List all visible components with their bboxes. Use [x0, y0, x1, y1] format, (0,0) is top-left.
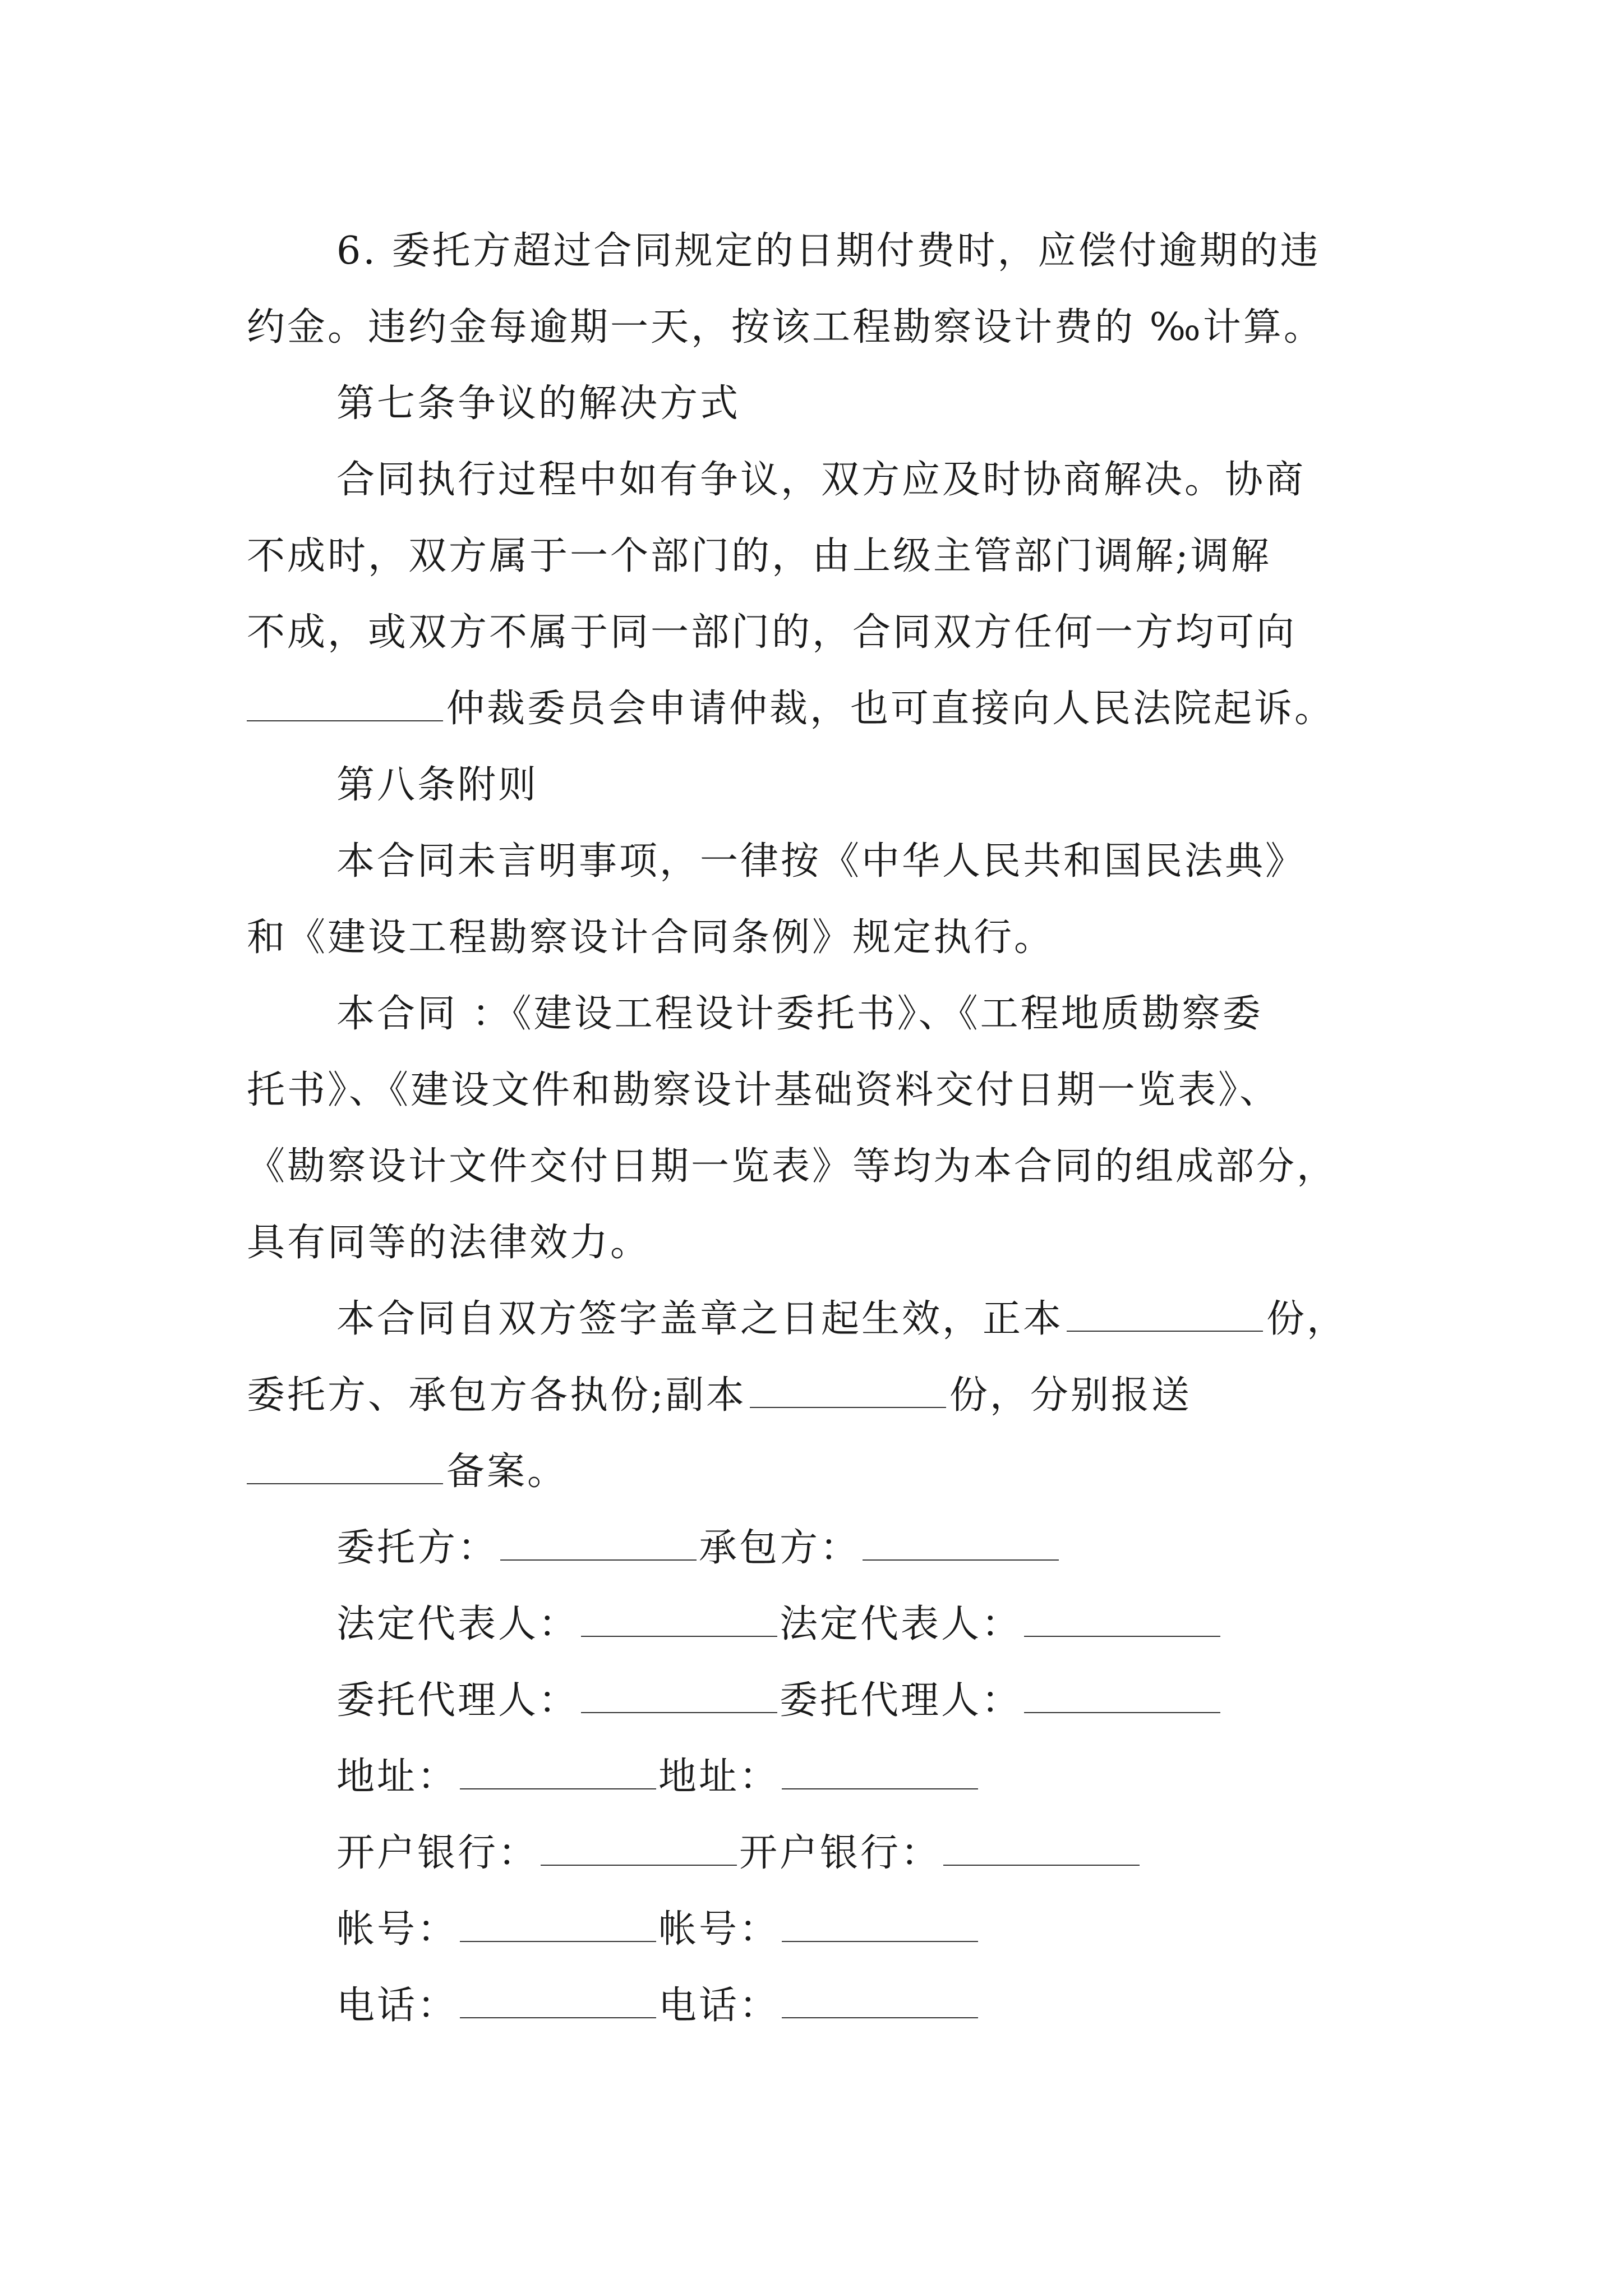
signature-row [247, 1663, 1380, 1739]
article-8-p3-line-1-text: 本合同自双方签字盖章之日起生效，正本 [336, 1297, 1064, 1341]
signature-row [247, 1815, 1380, 1892]
article-8-p3-line-2-text: 委托方、承包方各执份;副本 [247, 1373, 746, 1418]
article-7-line-4-text: 仲裁委员会申请仲裁，也可直接向人民法院起诉。 [446, 687, 1335, 731]
signature-label-left: 委托方： [336, 1526, 499, 1570]
article-7-line-3: 不成，或双方不属于同一部门的，合同双方任何一方均可向 [247, 610, 1297, 655]
signature-blank-right [863, 1521, 1059, 1561]
signature-label-left: 帐号： [336, 1907, 458, 1952]
signature-row [247, 1586, 1380, 1663]
article-8-p3-line-3 [247, 1434, 1380, 1510]
signature-blank-left [500, 1521, 697, 1561]
para-6-line-1: 6. 委托方超过合同规定的日期付费时，应偿付逾期的违 [336, 229, 1321, 273]
signature-blank-left [581, 1598, 777, 1637]
signature-block [247, 1510, 1380, 2044]
article-8-p3-line-2-suffix: 份，分别报送 [949, 1373, 1192, 1418]
article-7-line-1: 合同执行过程中如有争议，双方应及时协商解决。协商 [336, 458, 1306, 502]
signature-row [247, 1739, 1380, 1815]
signature-label-right: 委托代理人： [780, 1678, 1022, 1723]
signature-blank-right [1024, 1598, 1220, 1637]
signature-label-left: 开户银行： [336, 1831, 539, 1875]
article-8-p3-line-1-suffix: 份， [1266, 1297, 1348, 1341]
article-8-p3-line-1 [247, 1281, 1380, 1358]
signature-blank-right [943, 1826, 1140, 1866]
article-8-p2-line-3: 《勘察设计文件交付日期一览表》等均为本合同的组成部分， [247, 1144, 1338, 1189]
signature-label-left: 地址： [336, 1755, 458, 1799]
signature-label-right: 电话： [658, 1984, 780, 2028]
signature-row [247, 1892, 1380, 1968]
signature-blank-right [1024, 1674, 1220, 1713]
article-7-title: 第七条争议的解决方式 [336, 381, 741, 426]
signature-blank-right [782, 1750, 978, 1789]
signature-blank-left [460, 1750, 656, 1789]
article-8-p2-line-1: 本合同 ：《建设工程设计委托书》、《工程地质勘察委 [336, 992, 1263, 1036]
signature-blank-left [541, 1826, 737, 1866]
signature-label-left: 法定代表人： [336, 1602, 579, 1646]
para-6-line-2: 约金。违约金每逾期一天，按该工程勘察设计费的 ‰计算。 [247, 305, 1324, 349]
signature-label-right: 帐号： [658, 1907, 780, 1952]
signature-label-left: 电话： [336, 1984, 458, 2028]
article-8-p1-line-1: 本合同未言明事项，一律按《中华人民共和国民法典》 [336, 839, 1306, 884]
signature-blank-left [460, 1903, 656, 1942]
signature-blank-right [782, 1979, 978, 2018]
article-8-p2-line-4: 具有同等的法律效力。 [247, 1221, 651, 1265]
signature-row [247, 1510, 1380, 1586]
article-8-p2-line-2: 托书》、《建设文件和勘察设计基础资料交付日期一览表》、 [247, 1068, 1280, 1112]
article-7-line-4 [247, 671, 1380, 747]
signature-row [247, 1968, 1380, 2044]
signature-blank-right [782, 1903, 978, 1942]
article-8-p1-line-2: 和《建设工程勘察设计合同条例》规定执行。 [247, 915, 1055, 960]
signature-label-left: 委托代理人： [336, 1678, 579, 1723]
signature-label-right: 承包方： [699, 1526, 861, 1570]
article-8-p3-line-2 [247, 1358, 1380, 1434]
article-8-title: 第八条附则 [336, 763, 539, 807]
signature-label-right: 开户银行： [739, 1831, 942, 1875]
signature-label-right: 法定代表人： [780, 1602, 1022, 1646]
blank-arbitration-committee [247, 682, 443, 721]
blank-duplicate-copies [750, 1369, 946, 1408]
blank-original-copies [1067, 1292, 1263, 1332]
article-7-line-2: 不成时，双方属于一个部门的，由上级主管部门调解;调解 [247, 534, 1271, 578]
document-body [247, 213, 1380, 2044]
signature-label-right: 地址： [658, 1755, 780, 1799]
article-8-p3-line-3-text: 备案。 [446, 1450, 568, 1494]
blank-filing-agency [247, 1445, 443, 1484]
signature-blank-left [460, 1979, 656, 2018]
signature-blank-left [581, 1674, 777, 1713]
